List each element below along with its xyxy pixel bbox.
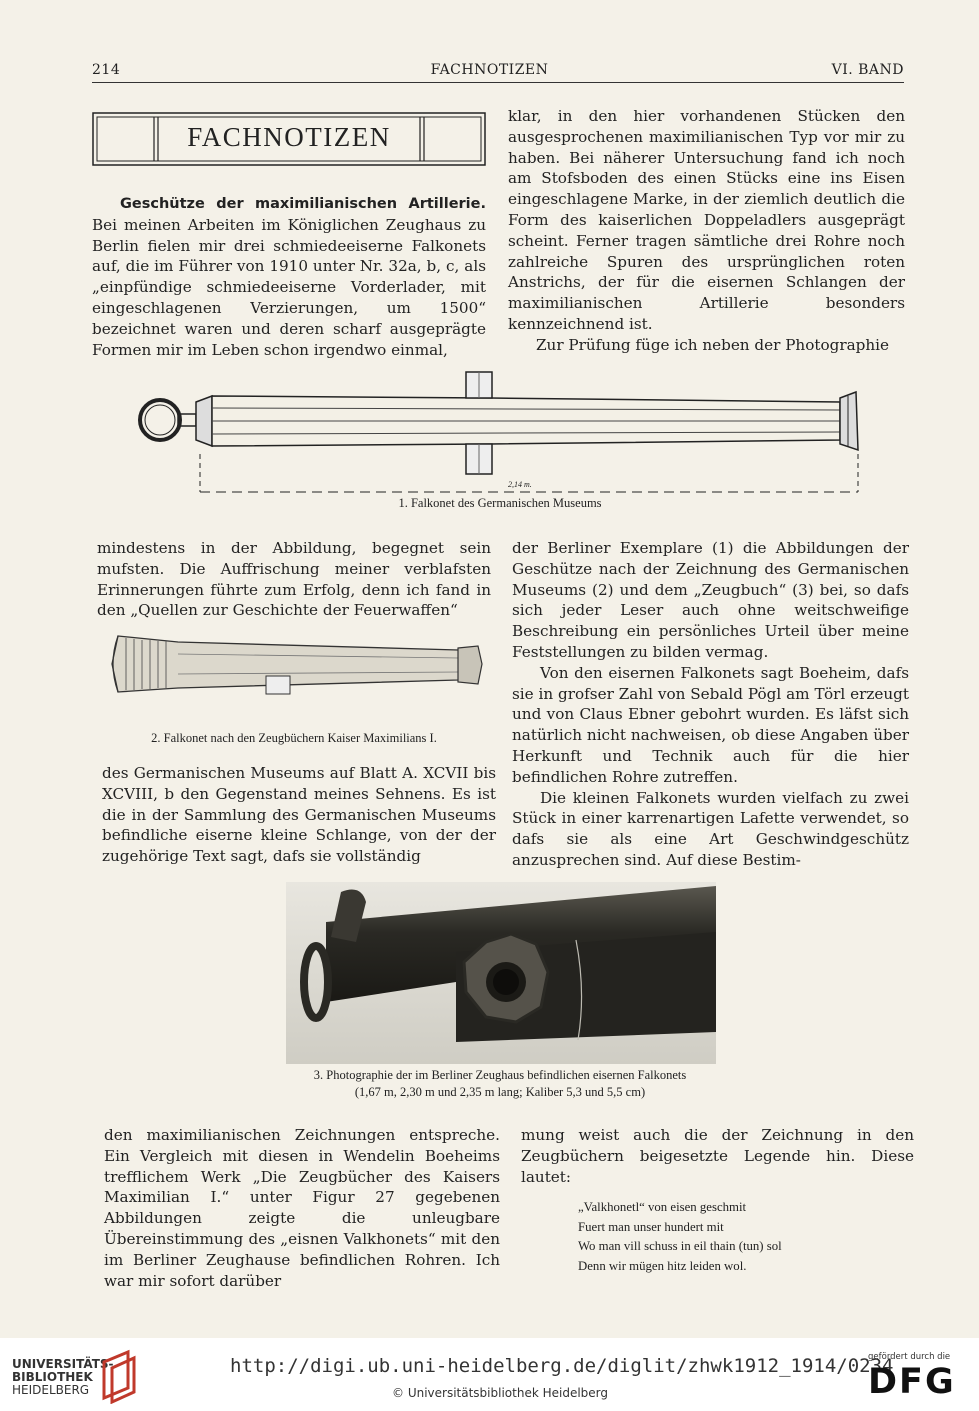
col2-top <box>508 106 905 356</box>
col1-mid-b <box>102 763 496 867</box>
col1-bottom-text: den maximilianischen Zeichnungen entspreche. Ein Vergleich mit diesen in Wendelin Boeheims trefflichem Werk „Die Zeugbücher des Kaisers Maximilian I.“ unter Figur 27 gegebenen Abbildungen zeigte die unleugbare Übereinstimmung des „eisnen Valkhonets“ mit den im Berliner Zeughause befindlichen Rohren. Ich war mir sofort darüber <box>104 1126 500 1290</box>
copyright-notice: © Universitätsbibliothek Heidelberg <box>392 1386 609 1400</box>
figure-1-caption: 1. Falkonet des Germanischen Museums <box>398 496 602 510</box>
col1-top-text: Bei meinen Arbeiten im Königlichen Zeughaus zu Berlin fielen mir drei schmiedeeiserne Falkonets auf, die im Führer von 1910 unter Nr. 32a, b, c, als „einpfündige schmiedeeiserne Vorderlader, mit eingeschlagenen Verzierungen, um 1500“ bezeichnet waren und deren scharf ausgeprägte Formen mir im Leben schon irgendwo einmal, <box>92 215 486 359</box>
col1-top <box>92 193 486 360</box>
volume-label: VI. BAND <box>831 62 904 78</box>
dfg-logo: DFG <box>868 1362 956 1402</box>
permalink-url[interactable]: http://digi.ub.uni-heidelberg.de/diglit/zhwk1912_1914/0234 <box>230 1355 894 1377</box>
figure-2-caption: 2. Falkonet nach den Zeugbüchern Kaiser Maximilians I. <box>151 731 437 745</box>
verse-line: Denn wir mügen hitz leiden wol. <box>578 1258 747 1273</box>
figure-2-drawing <box>98 628 494 698</box>
col2-top-paragraph-2: Zur Prüfung füge ich neben der Photographie <box>536 335 889 354</box>
section-title: FACHNOTIZEN <box>187 122 391 152</box>
col1-mid-a <box>97 538 491 621</box>
library-line-3: HEIDELBERG <box>12 1383 90 1397</box>
library-line-2: BIBLIOTHEK <box>12 1370 93 1384</box>
col1-mid-a-text: mindestens in der Abbildung, begegnet sein mufsten. Die Auffrischung meiner verblafsten Erinnerungen führte zum Erfolg, denn ich fand in den „Quellen zur Geschichte der Feuerwaffen“ <box>97 539 491 620</box>
figure-3-photo <box>286 882 716 1064</box>
col2-mid-paragraph-2: Von den eisernen Falkonets sagt Boeheim, dafs sie in grofser Zahl von Sebald Pögl am Törl erzeugt und von Claus Ebner gebohrt wurden. Es läfst sich natürlich nicht nachweisen, ob diese Angaben über Herkunft und Technik auch für die hier befindlichen Rohre zutreffen. <box>512 663 909 786</box>
running-title: FACHNOTIZEN <box>430 62 549 78</box>
verse-line: Fuert man unser hundert mit <box>578 1219 724 1234</box>
section-title-box <box>92 112 486 166</box>
col1-mid-b-text: des Germanischen Museums auf Blatt A. XCVII bis XCVIII, b den Gegenstand meines Sehnens. Es ist die in der Sammlung des Germanischen Museums befindliche eiserne kleine Schlange, von der der zugehörige Text sagt, dafs sie vollständig <box>102 764 496 866</box>
verse-line: Wo man vill schuss in eil thain (tun) sol <box>578 1239 782 1253</box>
col2-mid-paragraph-3: Die kleinen Falkonets wurden vielfach zu zwei Stück in einer karrenartigen Lafette verwendet, so dafs sie als eine Art Geschwindgeschütz anzusprechen sind. Auf diese Bestim- <box>512 788 909 869</box>
col2-top-paragraph-1: klar, in den hier vorhandenen Stücken den ausgesprochenen maximilianischen Typ vor mir zu haben. Bei näherer Untersuchung fand ich noch am Stofsboden des einen Stücks eine ins Eisen eingeschlagene Marke, in der ziemlich deutlich die Form des kaiserlichen Doppeladlers ausgeprägt scheint. Ferner tragen sämtliche drei Rohre noch zahlreiche Spuren des ursprünglichen roten Anstrichs, der für die eisernen Schlangen der maximilianischen Artillerie besonders kennzeichnend ist. <box>508 107 905 333</box>
verse-line: „Valkhonetl“ von eisen geschmit <box>578 1200 747 1214</box>
library-line-1: UNIVERSITÄTS- <box>12 1357 114 1371</box>
col2-bottom-text: mung weist auch die der Zeichnung in den Zeugbüchern beigesetzte Legende hin. Diese lautet: <box>521 1126 914 1186</box>
figure-1-measure: 2,14 m. <box>508 480 532 489</box>
col2-mid-paragraph-1: der Berliner Exemplare (1) die Abbildungen der Geschütze nach der Zeichnung des Germanischen Museums (2) und dem „Zeugbuch“ (3) bei, so dafs sich jeder Leser auch ohne weitschweifige Beschreibung ein persönliches Urteil über meine Feststellungen zu bilden vermag. <box>512 539 909 661</box>
article-heading: Geschütze der maximilianischen Artillerie. <box>120 196 486 212</box>
figure-1-drawing <box>130 362 870 502</box>
page-number: 214 <box>92 62 121 78</box>
footer-bar <box>0 1338 979 1411</box>
col1-bottom <box>104 1125 500 1291</box>
col2-mid <box>512 538 909 871</box>
figure-3-caption-line-1: 3. Photographie der im Berliner Zeughaus befindlichen eisernen Falkonets <box>313 1068 687 1082</box>
header-rule <box>92 82 904 83</box>
funding-note: gefördert durch die <box>868 1352 951 1362</box>
library-logo-icon <box>98 1348 138 1404</box>
col2-bottom <box>521 1125 914 1187</box>
figure-3-caption-line-2: (1,67 m, 2,30 m und 2,35 m lang; Kaliber 5,3 und 5,5 cm) <box>354 1085 646 1099</box>
verse-block <box>578 1198 782 1276</box>
